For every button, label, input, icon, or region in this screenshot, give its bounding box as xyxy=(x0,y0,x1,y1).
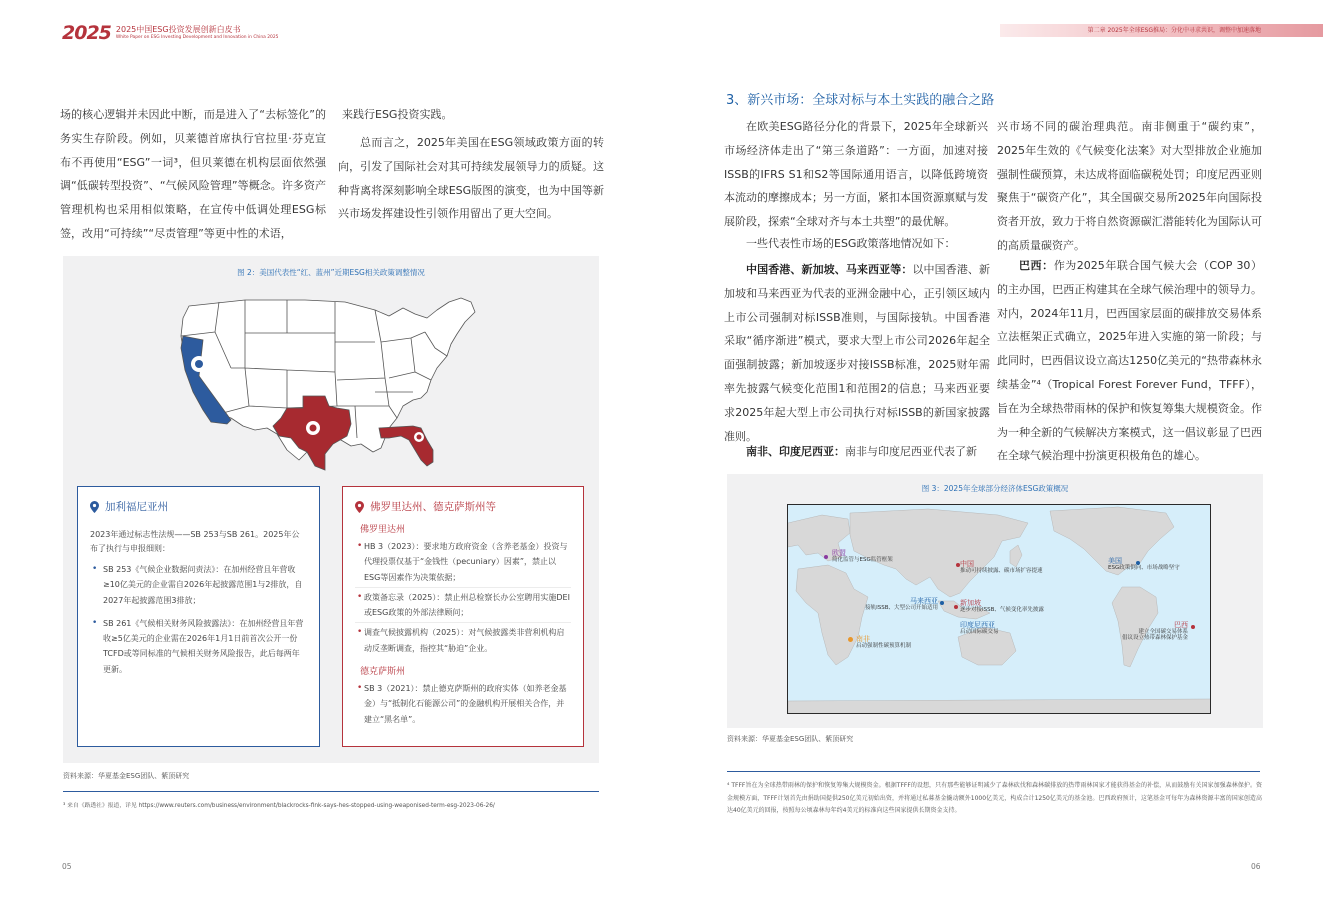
paragraph-4-lead: 南非、印度尼西亚： xyxy=(746,445,845,458)
figure-caption: 图 2：美国代表性“红、蓝州”近期ESG相关政策调整情况 xyxy=(237,268,425,277)
right-paragraph-4 xyxy=(724,440,988,464)
figure3-caption: 图 3：2025年全球部分经济体ESG政策概况 xyxy=(921,484,1069,493)
figure3-source: 资料来源：华夏基金ESG团队、紫顶研究 xyxy=(727,735,854,743)
malaysia-label xyxy=(850,597,938,611)
left-paragraph-1: 场的核心逻辑并未因此中断，而是进入了“去标签化”的务实生存阶段。例如，贝莱德首席执行官拉里·芬克宣布不再使用“ESG”一词³，但贝莱德在机构层面依然强调“低碳转型投资”、“气候风险管理”等概念。许多资产管理机构也采用相似策略，在宣传中低调处理ESG标签，改用“可持续”“尽责管理”等更中性的术语， xyxy=(60,108,326,240)
world-map xyxy=(787,504,1211,714)
logo-year: 2025 xyxy=(62,22,111,44)
brazil-desc-2: 倡议设立热带森林保护基金 xyxy=(1122,635,1189,642)
brazil-label xyxy=(1122,621,1188,642)
china-desc: 推动可持续披露、碳市场扩容提速 xyxy=(960,568,1043,575)
eu-name: 欧盟 xyxy=(832,549,846,557)
logo-title: 2025中国ESG投资发展创新白皮书 xyxy=(115,24,241,34)
singapore-name: 新加坡 xyxy=(960,599,981,607)
indonesia-desc: 启动国际碳交易 xyxy=(960,629,999,636)
location-pin-icon xyxy=(355,501,364,513)
florida-texas-box xyxy=(342,486,584,747)
paragraph-3-lead: 中国香港、新加坡、马来西亚等： xyxy=(746,263,913,276)
paragraph-4-body: 南非与印度尼西亚代表了新 xyxy=(845,445,977,458)
paragraph-6-body: 作为2025年联合国气候大会（COP 30）的主办国，巴西正构建其在全球气候治理中的领导力。对内，2024年11月，巴西国家层面的碳排放交易体系立法框架正式确立，2025年进入实施的第一阶段；与此同时，巴西倡议设立高达1250亿美元的“热带森林永续基金”⁴（Tropical Forest Forever Fund，TFFF），旨在为全球热带雨林的保护和恢复筹集大规模资金。作为一种全新的气候解决方案模式，这一倡议彰显了巴西在全球气候治理中扮演更积极角色的雄心。 xyxy=(997,259,1262,463)
africa-landmass xyxy=(796,565,868,665)
singapore-label xyxy=(960,599,1044,613)
malaysia-desc: 接轨ISSB、大型公司开始适用 xyxy=(865,605,938,612)
malaysia-name: 马来西亚 xyxy=(910,597,938,605)
us-label xyxy=(1108,557,1180,571)
us-name: 美国 xyxy=(1108,557,1122,565)
south-africa-desc: 启动强制性碳预算机制 xyxy=(856,643,912,650)
left-paragraph-3: 总而言之，2025年美国在ESG领域政策方面的转向，引发了国际社会对其可持续发展领导力的质疑。这种背离将深刻影响全球ESG版图的演变，也为中国等新兴市场发挥建设性引领作用留出了更大空间。 xyxy=(338,136,604,221)
footnote-rule-right xyxy=(727,771,1260,772)
south-africa-label xyxy=(856,635,911,649)
antarctica-landmass xyxy=(788,699,1211,714)
left-paragraph-2: 来践行ESG投资实践。 xyxy=(342,108,453,121)
right-paragraph-6 xyxy=(997,254,1262,468)
right-paragraph-3 xyxy=(724,258,990,448)
right-paragraph-1: 在欧美ESG路径分化的背景下，2025年全球新兴市场经济体走出了“第三条道路”：一方面，加速对接ISSB的IFRS S1和S2等国际通用语言，以降低跨境资本流动的摩擦成本；另一方面，紧扣本国资源禀赋与发展阶段，探索“全球对齐与本土共塑”的最优解。 xyxy=(724,120,988,229)
california-item: • SB 261《气候相关财务风险披露法》：在加州经营且年营收≥5亿美元的企业需在2026年1月1日前首次公开一份TCFD或等同标准的气候相关财务风险报告，此后每两年更新。 xyxy=(90,616,307,677)
figure-us-states xyxy=(63,256,599,763)
florida-item: • HB 3（2023）：要求地方政府资金（含养老基金）投资与代理投票仅基于“金钱性（pecuniary）因素”，禁止以ESG等因素作为决策依据； xyxy=(355,539,571,588)
singapore-desc: 逐步对接ISSB、气候变化率先披露 xyxy=(960,607,1044,614)
texas-subheading: 德克萨斯州 xyxy=(360,667,406,678)
page-number-left: 05 xyxy=(62,862,72,871)
chapter-title: 第二章 2025年全球ESG推局：分化中寻求共识，调整中加速落地 xyxy=(1087,27,1261,34)
paragraph-6-lead: 巴西： xyxy=(1019,259,1054,272)
texas-pin-icon xyxy=(306,421,320,435)
florida-texas-title: 佛罗里达州、德克萨斯州等 xyxy=(370,501,496,513)
california-box xyxy=(77,486,320,747)
section-title: 3、新兴市场：全球对标与本土实践的融合之路 xyxy=(726,93,995,108)
logo-subtitle: White Paper on ESG Investing Development and Innovation in China 2025 xyxy=(115,34,279,40)
south-africa-name: 南非 xyxy=(856,635,870,643)
california-item: • SB 253《气候企业数据问责法》：在加州经营且年营收≥10亿美元的企业需自2026年起披露范围1与2排放，自2027年起披露范围3排放； xyxy=(90,562,307,608)
eu-label xyxy=(832,549,893,563)
south-africa-marker-icon xyxy=(848,637,853,642)
china-name: 中国 xyxy=(960,560,974,568)
footnote-rule xyxy=(63,791,599,792)
florida-state xyxy=(379,426,433,466)
china-label xyxy=(960,560,1043,574)
florida-item: • 调查气候披露机构（2025）：对气候披露类非营利机构启动反垄断调查，指控其“胁迫”企业。 xyxy=(355,625,571,658)
indonesia-label xyxy=(960,621,999,635)
florida-item: • 政策备忘录（2025）：禁止州总检察长办公室聘用实施DEI或ESG政策的外部法律顾问； xyxy=(355,590,571,624)
figure-world-map xyxy=(727,474,1263,728)
eu-marker-icon xyxy=(824,555,828,559)
right-paragraph-5: 兴市场不同的碳治理典范。南非侧重于“碳约束”，2025年生效的《气候变化法案》对大型排放企业施加强制性碳预算，未达成将面临碳税处罚；印度尼西亚则聚焦于“碳资产化”，其全国碳交易所2025年向国际投资者开放，致力于将自然资源碳汇潜能转化为国际认可的高质量碳资产。 xyxy=(997,120,1262,252)
california-intro: 2023年通过标志性法规——SB 253与SB 261。2025年公布了执行与申报细则： xyxy=(90,530,300,553)
page-number-right: 06 xyxy=(1251,862,1261,871)
texas-item: • SB 3（2021）：禁止德克萨斯州的政府实体（如养老金基金）与“抵制化石能源公司”的金融机构开展相关合作，并建立“黑名单”。 xyxy=(355,681,571,729)
singapore-marker-icon xyxy=(954,605,958,609)
us-map xyxy=(175,288,485,478)
brazil-name: 巴西 xyxy=(1174,621,1188,629)
brazil-marker-icon xyxy=(1191,625,1195,629)
chapter-band xyxy=(1000,24,1323,37)
paragraph-3-body: 以中国香港、新加坡和马来西亚为代表的亚洲金融中心，正引领区域内上市公司强制对标ISSB准则，与国际接轨。中国香港采取“循序渐进”模式，要求大型上市公司2026年起全面强制披露；新加坡逐步对接ISSB标准，2025财年需率先披露气候变化范围1和范围2的信息；马来西亚要求2025年起大型上市公司执行对标ISSB的新国家披露准则。 xyxy=(724,263,991,443)
right-paragraph-2: 一些代表性市场的ESG政策落地情况如下： xyxy=(746,237,956,250)
eu-desc: 简化监管与ESG监管框架 xyxy=(832,557,893,564)
us-desc: ESG政策倒向、市场战略坚守 xyxy=(1108,565,1180,572)
report-logo xyxy=(62,22,278,44)
footnote-3: ³ 来自《路透社》报道，详见 https://www.reuters.com/business/environment/blackrocks-fink-says-hes-stopped-using-weaponised-term-esg-2023-06-26/ xyxy=(63,803,495,809)
location-pin-icon xyxy=(90,501,99,513)
florida-subheading: 佛罗里达州 xyxy=(360,525,406,535)
footnote-4: ⁴ TFFF旨在为全球热带雨林的保护和恢复筹集大规模资金。根据TFFF的设想，只有那些能够证明减少了森林砍伐和森林碳排放的热带雨林国家才能获得基金的补偿，从而鼓励有关国家加强森林保护。资金规模方面，TFFF计划首先由捐助国提供250亿美元初始出资，并将通过私募基金撬动额外1000亿美元，构成合计1250亿美元的基金池。巴西政府预计，这笔基金可每年为森林资源丰富的国家创造高达40亿美元的回报，按照每公顷森林每年约4美元的标准向这些国家提供长期资金支持。 xyxy=(727,782,1262,815)
california-pin-icon xyxy=(191,356,207,372)
brazil-desc-1: 建立全国碳交易体系 xyxy=(1138,629,1188,636)
figure2-source: 资料来源：华夏基金ESG团队、紫顶研究 xyxy=(63,772,190,780)
california-title: 加利福尼亚州 xyxy=(105,501,168,513)
florida-pin-icon xyxy=(414,432,424,442)
malaysia-marker-icon xyxy=(940,601,944,605)
indonesia-name: 印度尼西亚 xyxy=(960,621,995,629)
